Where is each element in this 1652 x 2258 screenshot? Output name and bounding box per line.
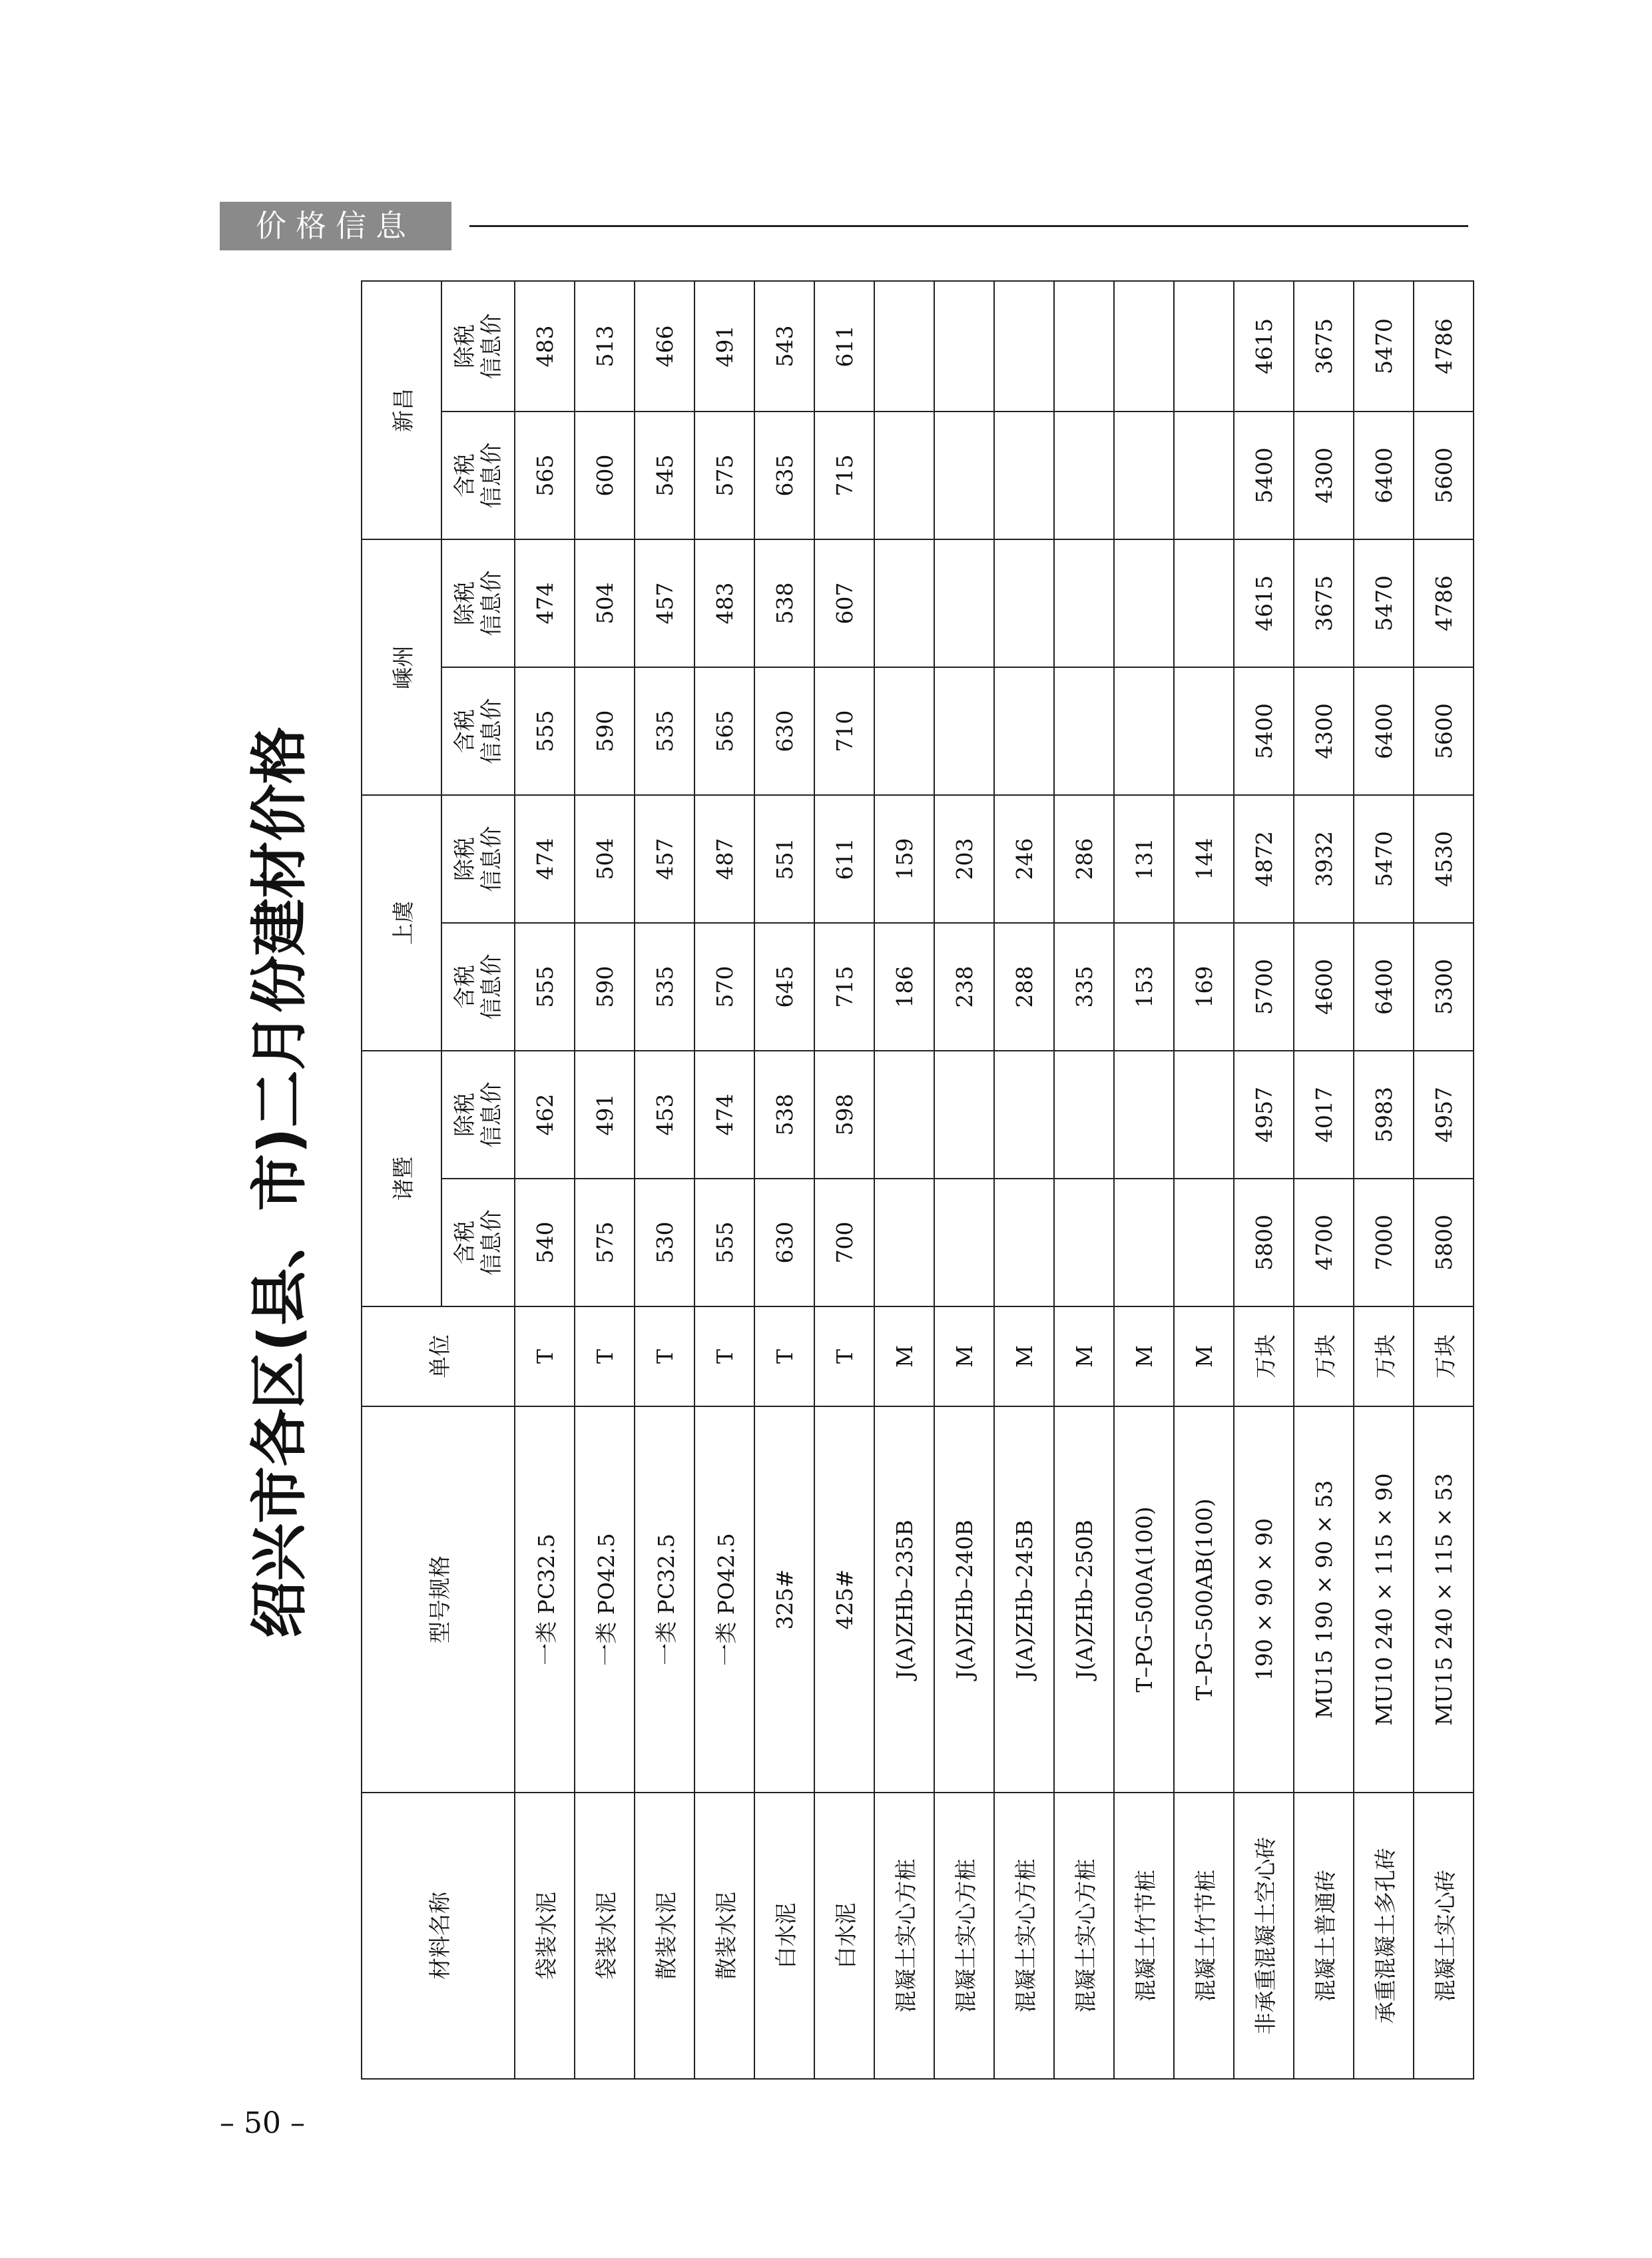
price-cell: 513 [575, 281, 635, 412]
price-cell: 144 [1174, 795, 1234, 923]
price-cell: 4700 [1294, 1179, 1354, 1306]
price-cell: 543 [754, 281, 814, 412]
spec-cell: T–PG–500AB(100) [1174, 1406, 1234, 1793]
section-tag: 价格信息 [220, 202, 451, 250]
price-cell: 570 [694, 923, 754, 1051]
price-cell: 5470 [1354, 281, 1414, 412]
price-cell: 538 [754, 539, 814, 667]
table-row [575, 281, 635, 2079]
price-cell [994, 281, 1054, 412]
region-header: 新昌 [362, 281, 441, 539]
spec-cell: T–PG–500A(100) [1114, 1406, 1174, 1793]
price-cell: 6400 [1354, 412, 1414, 539]
price-cell [1054, 412, 1114, 539]
unit-cell: M [1114, 1306, 1174, 1406]
price-cell: 630 [754, 1179, 814, 1306]
unit-cell: T [575, 1306, 635, 1406]
material-name-cell: 散装水泥 [635, 1793, 694, 2079]
header-line: 含税 [451, 965, 477, 1009]
price-cell: 159 [874, 795, 934, 923]
price-cell: 715 [814, 923, 874, 1051]
price-cell: 169 [1174, 923, 1234, 1051]
price-cell [1174, 667, 1234, 795]
tax-incl-header [441, 1179, 515, 1306]
tax-excl-header [441, 281, 515, 412]
unit-cell: 万块 [1414, 1306, 1474, 1406]
price-cell: 5600 [1414, 667, 1474, 795]
price-cell: 5300 [1414, 923, 1474, 1051]
table-row [1054, 281, 1114, 2079]
table-wrap [362, 281, 1474, 2079]
price-cell [874, 412, 934, 539]
price-cell: 6400 [1354, 923, 1414, 1051]
price-cell: 535 [635, 923, 694, 1051]
price-cell: 530 [635, 1179, 694, 1306]
table-row [1114, 281, 1174, 2079]
price-cell [874, 667, 934, 795]
price-cell: 715 [814, 412, 874, 539]
price-cell: 600 [575, 412, 635, 539]
price-cell: 4600 [1294, 923, 1354, 1051]
table-row [994, 281, 1054, 2079]
unit-cell: 万块 [1234, 1306, 1294, 1406]
unit-cell: T [694, 1306, 754, 1406]
price-cell: 186 [874, 923, 934, 1051]
price-cell [994, 667, 1054, 795]
price-cell [994, 412, 1054, 539]
title-box [240, 726, 320, 1638]
header-line: 信息价 [478, 826, 504, 892]
price-cell [934, 539, 994, 667]
price-cell [994, 1051, 1054, 1179]
price-cell: 645 [754, 923, 814, 1051]
price-cell: 474 [515, 539, 575, 667]
price-cell: 4872 [1234, 795, 1294, 923]
table-row [635, 281, 694, 2079]
price-cell: 491 [694, 281, 754, 412]
price-cell: 474 [694, 1051, 754, 1179]
unit-cell: T [635, 1306, 694, 1406]
price-cell: 4786 [1414, 281, 1474, 412]
tax-excl-header [441, 1051, 515, 1179]
price-cell: 5470 [1354, 795, 1414, 923]
material-name-cell: 混凝土实心方桩 [994, 1793, 1054, 2079]
region-header: 嵊州 [362, 539, 441, 795]
spec-cell: 一类 PC32.5 [515, 1406, 575, 1793]
spec-cell: J(A)ZHb–250B [1054, 1406, 1114, 1793]
material-name-cell: 承重混凝土多孔砖 [1354, 1793, 1414, 2079]
spec-cell: 190 × 90 × 90 [1234, 1406, 1294, 1793]
price-cell: 611 [814, 281, 874, 412]
price-cell: 607 [814, 539, 874, 667]
price-cell: 545 [635, 412, 694, 539]
spec-header: 型号规格 [362, 1406, 515, 1793]
price-cell [874, 1179, 934, 1306]
price-cell: 551 [754, 795, 814, 923]
header-line: 含税 [451, 1221, 477, 1265]
table-row [1294, 281, 1354, 2079]
price-cell: 4786 [1414, 539, 1474, 667]
price-cell: 466 [635, 281, 694, 412]
table-row [934, 281, 994, 2079]
price-cell: 7000 [1354, 1179, 1414, 1306]
spec-cell: MU15 240 × 115 × 53 [1414, 1406, 1474, 1793]
header-line: 信息价 [478, 1081, 504, 1148]
price-cell [1114, 281, 1174, 412]
page-number: – 50 – [220, 2106, 305, 2140]
spec-cell: 425# [814, 1406, 874, 1793]
price-cell: 611 [814, 795, 874, 923]
material-name-cell: 混凝土实心方桩 [934, 1793, 994, 2079]
price-cell: 630 [754, 667, 814, 795]
material-name-cell: 白水泥 [814, 1793, 874, 2079]
unit-header: 单位 [362, 1306, 515, 1406]
price-cell: 5983 [1354, 1051, 1414, 1179]
price-cell [1174, 539, 1234, 667]
tax-incl-header [441, 412, 515, 539]
price-cell [934, 412, 994, 539]
price-cell: 4017 [1294, 1051, 1354, 1179]
table-row [754, 281, 814, 2079]
material-name-cell: 非承重混凝土空心砖 [1234, 1793, 1294, 2079]
price-cell: 575 [694, 412, 754, 539]
price-cell: 538 [754, 1051, 814, 1179]
table-row [1234, 281, 1294, 2079]
price-cell [1054, 667, 1114, 795]
price-cell: 4530 [1414, 795, 1474, 923]
price-cell [994, 539, 1054, 667]
material-name-cell: 袋装水泥 [575, 1793, 635, 2079]
price-cell: 565 [515, 412, 575, 539]
tax-excl-header [441, 539, 515, 667]
price-cell: 246 [994, 795, 1054, 923]
price-cell: 5400 [1234, 667, 1294, 795]
price-cell [934, 667, 994, 795]
price-cell: 487 [694, 795, 754, 923]
price-cell: 4300 [1294, 667, 1354, 795]
unit-cell: M [874, 1306, 934, 1406]
price-cell: 590 [575, 923, 635, 1051]
price-cell: 483 [694, 539, 754, 667]
price-cell: 565 [694, 667, 754, 795]
material-name-cell: 袋装水泥 [515, 1793, 575, 2079]
price-cell: 457 [635, 795, 694, 923]
spec-cell: 一类 PO42.5 [694, 1406, 754, 1793]
price-cell [1114, 667, 1174, 795]
spec-cell: J(A)ZHb–240B [934, 1406, 994, 1793]
price-cell [994, 1179, 1054, 1306]
price-cell: 555 [515, 667, 575, 795]
price-cell [1174, 1051, 1234, 1179]
unit-cell: M [1054, 1306, 1114, 1406]
price-cell: 131 [1114, 795, 1174, 923]
page-title: 绍兴市各区(县、市)二月份建材价格 [246, 726, 313, 1638]
price-cell: 4615 [1234, 281, 1294, 412]
price-cell [874, 539, 934, 667]
price-cell: 5800 [1414, 1179, 1474, 1306]
price-cell [934, 1179, 994, 1306]
tax-incl-header [441, 923, 515, 1051]
price-cell [1114, 412, 1174, 539]
price-cell: 3675 [1294, 539, 1354, 667]
price-cell: 203 [934, 795, 994, 923]
price-cell: 710 [814, 667, 874, 795]
header-line: 含税 [451, 709, 477, 753]
material-name-cell: 散装水泥 [694, 1793, 754, 2079]
price-cell [1114, 1051, 1174, 1179]
price-cell: 483 [515, 281, 575, 412]
table-body [515, 281, 1474, 2079]
header-line: 除税 [451, 581, 477, 625]
price-cell: 3932 [1294, 795, 1354, 923]
price-cell: 535 [635, 667, 694, 795]
material-name-cell: 混凝土竹节桩 [1174, 1793, 1234, 2079]
unit-cell: T [814, 1306, 874, 1406]
unit-cell: M [934, 1306, 994, 1406]
price-cell: 5400 [1234, 412, 1294, 539]
table-row [874, 281, 934, 2079]
price-cell [1054, 1051, 1114, 1179]
price-cell: 288 [994, 923, 1054, 1051]
header-line: 信息价 [478, 1209, 504, 1276]
unit-cell: T [754, 1306, 814, 1406]
header-line: 除税 [451, 324, 477, 368]
price-cell: 5700 [1234, 923, 1294, 1051]
header-rule [469, 225, 1468, 227]
material-header: 材料名称 [362, 1793, 515, 2079]
price-cell: 504 [575, 795, 635, 923]
material-name-cell: 白水泥 [754, 1793, 814, 2079]
table-row [1354, 281, 1414, 2079]
unit-cell: 万块 [1354, 1306, 1414, 1406]
price-cell: 4615 [1234, 539, 1294, 667]
price-cell: 590 [575, 667, 635, 795]
price-cell: 286 [1054, 795, 1114, 923]
price-cell: 635 [754, 412, 814, 539]
header-line: 信息价 [478, 442, 504, 509]
material-name-cell: 混凝土实心方桩 [874, 1793, 934, 2079]
header-line: 含税 [451, 453, 477, 497]
spec-cell: MU10 240 × 115 × 90 [1354, 1406, 1414, 1793]
price-cell: 504 [575, 539, 635, 667]
price-cell [1174, 1179, 1234, 1306]
header-line: 除税 [451, 1093, 477, 1137]
table-row [694, 281, 754, 2079]
price-cell [874, 1051, 934, 1179]
price-cell [934, 281, 994, 412]
price-cell [1054, 539, 1114, 667]
price-cell: 5800 [1234, 1179, 1294, 1306]
price-cell: 5470 [1354, 539, 1414, 667]
unit-cell: M [994, 1306, 1054, 1406]
spec-cell: J(A)ZHb–235B [874, 1406, 934, 1793]
price-cell: 598 [814, 1051, 874, 1179]
price-cell: 457 [635, 539, 694, 667]
header-line: 信息价 [478, 698, 504, 764]
price-cell: 474 [515, 795, 575, 923]
header-line: 除税 [451, 837, 477, 881]
price-cell: 4957 [1234, 1051, 1294, 1179]
price-cell: 453 [635, 1051, 694, 1179]
price-cell: 4300 [1294, 412, 1354, 539]
price-cell: 491 [575, 1051, 635, 1179]
spec-cell: 一类 PC32.5 [635, 1406, 694, 1793]
spec-cell: 一类 PO42.5 [575, 1406, 635, 1793]
header-line: 信息价 [478, 570, 504, 637]
price-cell [874, 281, 934, 412]
spec-cell: 325# [754, 1406, 814, 1793]
price-cell: 335 [1054, 923, 1114, 1051]
material-name-cell: 混凝土普通砖 [1294, 1793, 1354, 2079]
price-cell: 3675 [1294, 281, 1354, 412]
header-line: 信息价 [478, 954, 504, 1020]
price-cell: 540 [515, 1179, 575, 1306]
price-cell: 700 [814, 1179, 874, 1306]
price-cell [1114, 539, 1174, 667]
unit-cell: 万块 [1294, 1306, 1354, 1406]
price-cell: 4957 [1414, 1051, 1474, 1179]
unit-cell: T [515, 1306, 575, 1406]
price-cell [1054, 1179, 1114, 1306]
price-cell: 462 [515, 1051, 575, 1179]
region-header: 诸暨 [362, 1051, 441, 1306]
price-cell [1174, 281, 1234, 412]
price-cell: 555 [694, 1179, 754, 1306]
price-cell: 5600 [1414, 412, 1474, 539]
tax-incl-header [441, 667, 515, 795]
material-name-cell: 混凝土实心方桩 [1054, 1793, 1114, 2079]
material-name-cell: 混凝土实心砖 [1414, 1793, 1474, 2079]
table-row [1174, 281, 1234, 2079]
spec-cell: MU15 190 × 90 × 53 [1294, 1406, 1354, 1793]
price-cell [1114, 1179, 1174, 1306]
price-cell [1174, 412, 1234, 539]
price-cell: 6400 [1354, 667, 1414, 795]
header-line: 信息价 [478, 313, 504, 380]
table-row [814, 281, 874, 2079]
price-cell: 575 [575, 1179, 635, 1306]
price-cell: 238 [934, 923, 994, 1051]
price-cell: 555 [515, 923, 575, 1051]
region-header: 上虞 [362, 795, 441, 1051]
unit-cell: M [1174, 1306, 1234, 1406]
price-cell [934, 1051, 994, 1179]
table-row [515, 281, 575, 2079]
price-cell: 153 [1114, 923, 1174, 1051]
tax-excl-header [441, 795, 515, 923]
price-table [361, 280, 1474, 2080]
price-cell [1054, 281, 1114, 412]
spec-cell: J(A)ZHb–245B [994, 1406, 1054, 1793]
material-name-cell: 混凝土竹节桩 [1114, 1793, 1174, 2079]
table-row [1414, 281, 1474, 2079]
